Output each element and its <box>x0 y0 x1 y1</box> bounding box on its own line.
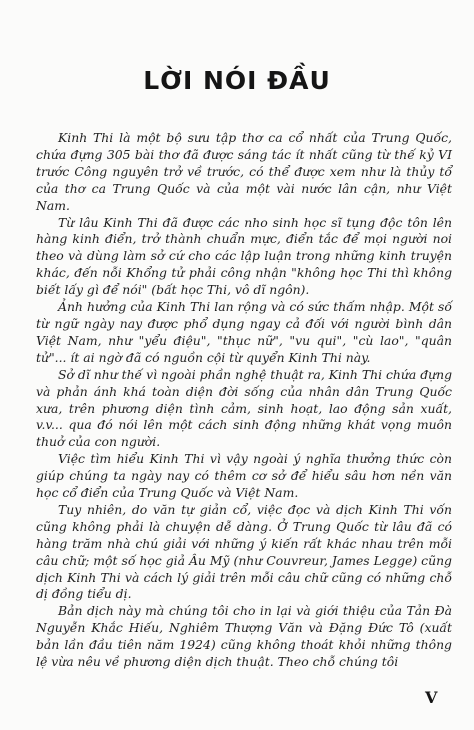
paragraph-5: Việc tìm hiểu Kinh Thi vì vậy ngoài ý nghĩa thưởng thức còn giúp chúng ta ngày nay có thêm cơ sở để hiểu sâu hơn nền văn học cổ điển của Trung Quốc và Việt Nam. <box>36 451 452 501</box>
paragraph-6: Tuy nhiên, do văn tự giản cổ, việc đọc và dịch Kinh Thi vốn cũng không phải là chuyện dễ dàng. Ở Trung Quốc từ lâu đã có hàng trăm nhà chú giải với những ý kiến rất khác nhau trên mỗi câu chữ; một số học giả Âu Mỹ (như Couvreur, James Legge) cũng dịch Kinh Thi và cách lý giải trên mỗi câu chữ cũng có những chỗ dị đồng tiểu dị. <box>36 501 452 602</box>
paragraph-2: Từ lâu Kinh Thi đã được các nho sinh học sĩ tụng độc tôn lên hàng kinh điển, trở thành chuẩn mực, điển tắc để mọi người noi theo và dùng làm sở cứ cho các lập luận trong những kinh truyện khác, đến nỗi Khổng tử phải công nhận "không học Thi thì không biết lấy gì để nói" (bất học Thi, vô dĩ ngôn). <box>36 214 452 298</box>
paragraph-1: Kinh Thi là một bộ sưu tập thơ ca cổ nhất của Trung Quốc, chứa đựng 305 bài thơ đã được sáng tác ít nhất cũng từ thế kỷ VI trước Công nguyên trở về trước, có thể được xem như là thủy tổ của thơ ca Trung Quốc và của một vài nước lân cận, như Việt Nam. <box>36 130 452 213</box>
preface-body <box>36 130 452 671</box>
paragraph-7: Bản dịch này mà chúng tôi cho in lại và giới thiệu của Tản Đà Nguyễn Khắc Hiếu, Nghiêm Thượng Văn và Đặng Đức Tô (xuất bản lần đầu tiên năm 1924) cũng không thoát khỏi những thông lệ vừa nêu về phương diện dịch thuật. Theo chỗ chúng tôi <box>36 603 452 670</box>
paragraph-3: Ảnh hưởng của Kinh Thi lan rộng và có sức thấm nhập. Một số từ ngữ ngày nay được phổ dụng ngay cả đối với người bình dân Việt Nam, như "yểu điệu", "thục nữ", "vu qui", "cù lao", "quân tử"... ít ai ngờ đã có nguồn cội từ quyển Kinh Thi này. <box>36 299 452 365</box>
paragraph-4: Sở dĩ như thế vì ngoài phần nghệ thuật ra, Kinh Thi chứa đựng và phản ánh khá toàn diện đời sống của nhân dân Trung Quốc xưa, trên phương diện tình cảm, sinh hoạt, lao động sản xuất, v.v... qua đó nói lên một cách sinh động những khát vọng muôn thuở của con người. <box>36 366 453 450</box>
page-title: LỜI NÓI ĐẦU <box>143 66 331 95</box>
page-number: V <box>425 688 438 707</box>
